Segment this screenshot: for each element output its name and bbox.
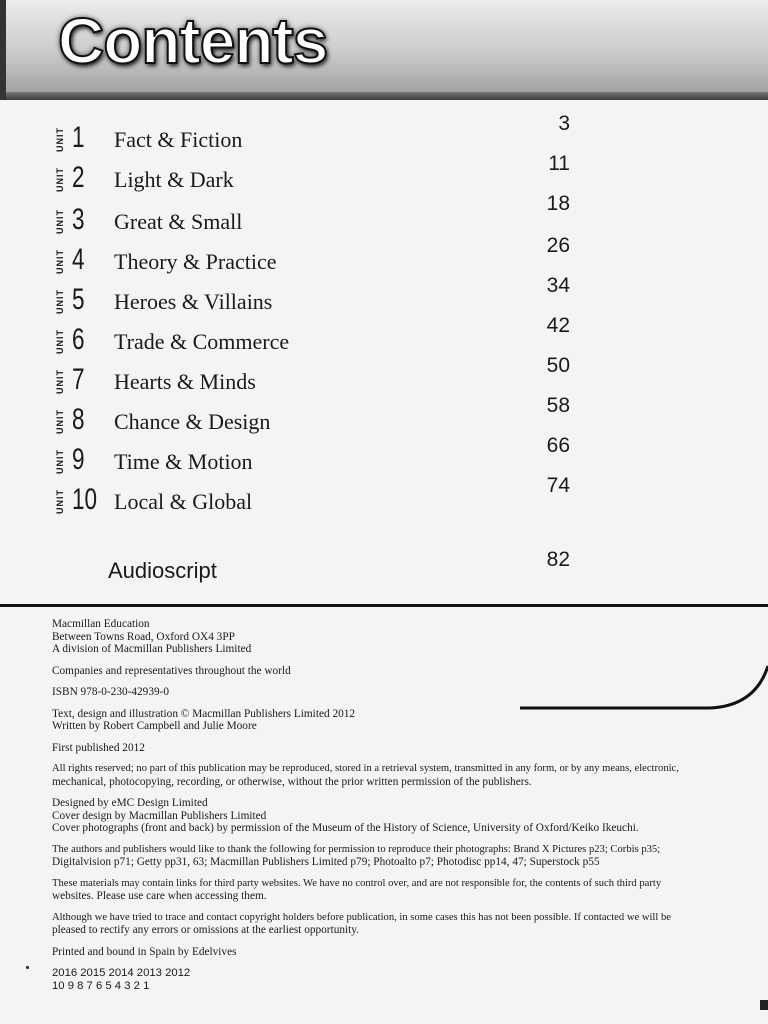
unit-page: 26 (546, 234, 570, 257)
unit-title: Heroes & Villains (114, 289, 273, 314)
audioscript-page: 82 (546, 548, 570, 571)
unit-tag: UNIT (55, 489, 65, 515)
photo-credits: The authors and publishers would like to thank the following for permission to reproduce their photographs: Brand X Pictures p23; Corbis p35; Digitalvision p71; Getty pp31, 63; Macmillan Publishers Limited p79; Photoalto p7; Photodisc pp14, 47; Superstock p55 (52, 843, 661, 868)
unit-tag: UNIT (55, 409, 65, 435)
print-years: 2016 2015 2014 2013 2012 (52, 967, 191, 979)
print-impressions: 10 9 8 7 6 5 4 3 2 1 (52, 979, 150, 992)
unit-number: 1 (72, 121, 85, 154)
unit-title: Fact & Fiction (114, 127, 243, 152)
page-edge-mark (760, 1000, 768, 1010)
unit-title: Local & Global (114, 489, 253, 514)
unit-page: 50 (546, 354, 570, 377)
printed-by: Printed and bound in Spain by Edelvives (52, 945, 237, 958)
unit-tag: UNIT (55, 369, 65, 395)
unit-tag: UNIT (55, 449, 65, 475)
audioscript-label[interactable]: Audioscript (108, 558, 217, 583)
credits: Text, design and illustration © Macmillan Publishers Limited 2012 Written by Robert Campbell and Julie Moore (52, 707, 356, 732)
unit-number: 6 (72, 323, 85, 356)
copyright-notice: Although we have tried to trace and contact copyright holders before publication, in some cases this has not been possible. If contacted we will be pleased to rectify any errors or omissions at the earliest opportunity. (52, 911, 671, 936)
unit-page: 11 (548, 152, 570, 175)
unit-tag: UNIT (55, 329, 65, 355)
unit-tag: UNIT (55, 249, 65, 275)
unit-title: Theory & Practice (114, 249, 277, 274)
unit-row[interactable] (0, 474, 660, 522)
page-title: Contents (58, 5, 328, 77)
unit-title: Hearts & Minds (114, 369, 256, 394)
publisher-address: Macmillan Education Between Towns Road, Oxford OX4 3PP A division of Macmillan Publishers Limited (52, 618, 252, 655)
unit-number: 5 (72, 283, 85, 316)
unit-number: 2 (72, 161, 85, 194)
unit-title: Time & Motion (114, 449, 253, 474)
first-published: First published 2012 (52, 741, 145, 754)
unit-tag: UNIT (55, 289, 65, 315)
contents-table (0, 104, 768, 607)
unit-page: 42 (546, 314, 570, 337)
unit-page: 58 (546, 394, 570, 417)
unit-number: 10 (72, 483, 98, 516)
unit-title: Chance & Design (114, 409, 271, 434)
unit-page: 74 (546, 474, 570, 497)
companies-note: Companies and representatives throughout the world (52, 664, 291, 677)
unit-page: 34 (546, 274, 570, 297)
unit-tag: UNIT (55, 127, 65, 153)
stray-mark (26, 966, 29, 969)
unit-number: 8 (72, 403, 85, 436)
design-credits: Designed by eMC Design Limited Cover design by Macmillan Publishers Limited Cover photographs (front and back) by permission of the Museum of the History of Science, University of Oxford/Keiko Ikeuchi. (52, 797, 639, 834)
unit-title: Great & Small (114, 209, 243, 234)
header-left-bar (0, 0, 6, 100)
imprint-block (52, 618, 752, 992)
unit-title: Light & Dark (114, 167, 234, 192)
unit-number: 4 (72, 243, 85, 276)
unit-page: 18 (546, 192, 570, 215)
unit-tag: UNIT (55, 167, 65, 193)
rights-notice: All rights reserved; no part of this publication may be reproduced, stored in a retrieval system, transmitted in any form, or by any means, electronic, mechanical, photocopying, recording, or otherwise, without the prior written permission of the publishers. (52, 763, 679, 788)
unit-number: 7 (72, 363, 85, 396)
unit-number: 3 (72, 203, 85, 236)
unit-number: 9 (72, 443, 85, 476)
isbn: ISBN 978-0-230-42939-0 (52, 686, 170, 698)
unit-title: Trade & Commerce (114, 329, 290, 354)
links-notice: These materials may contain links for third party websites. We have no control over, and are not responsible for, the contents of such third party websites. Please use care when accessing them. (52, 877, 662, 902)
unit-tag: UNIT (55, 209, 65, 235)
unit-page: 3 (558, 112, 570, 135)
unit-page: 66 (546, 434, 570, 457)
